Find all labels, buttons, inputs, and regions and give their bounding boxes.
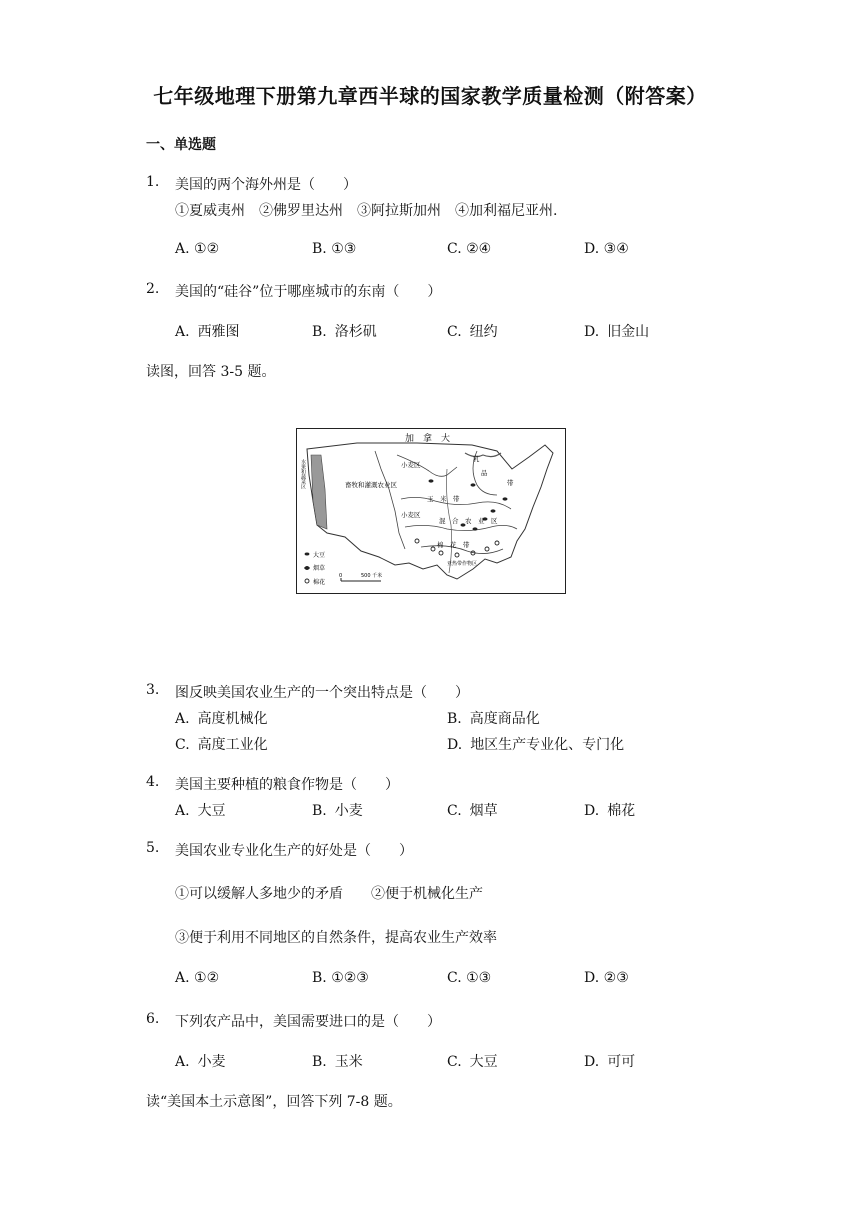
question-subtext: ①可以缓解人多地少的矛盾 ②便于机械化生产: [175, 886, 483, 902]
option-d: D. 旧金山: [584, 324, 650, 340]
section-heading: 一、单选题: [146, 137, 216, 153]
question-stem: 图反映美国农业生产的一个突出特点是（ ）: [175, 685, 469, 701]
page-title: 七年级地理下册第九章西半球的国家教学质量检测（附答案）: [153, 84, 707, 108]
reading-instruction: 读图，回答 3-5 题。: [146, 364, 276, 380]
option-b: B. 玉米: [312, 1054, 363, 1070]
option-a: A. 小麦: [175, 1054, 226, 1070]
question-number: 5.: [146, 840, 160, 856]
map-label-wheat-north: 小麦区: [401, 461, 421, 469]
map-label-cotton: 棉 花 带: [437, 541, 470, 549]
map-label-west-coast: 水果和蔬菜区: [300, 459, 306, 489]
option-c: C. 大豆: [447, 1054, 498, 1070]
option-c: C. 烟草: [447, 803, 498, 819]
option-d: D. ③④: [584, 241, 629, 257]
option-a: A. 西雅图: [175, 324, 240, 340]
option-c: C. ②④: [447, 241, 492, 257]
legend-tobacco: 烟草: [313, 565, 326, 572]
us-agriculture-map: [296, 428, 566, 594]
option-c: C. ①③: [447, 970, 492, 986]
option-d: D. 可可: [584, 1054, 636, 1070]
legend-cotton: 棉花: [313, 579, 326, 586]
option-d: D. 棉花: [584, 803, 636, 819]
option-a: A. 高度机械化: [175, 711, 268, 727]
map-label-dairy-3: 带: [507, 479, 514, 487]
question-stem: 下列农产品中，美国需要进口的是（ ）: [175, 1014, 441, 1030]
question-stem: 美国的两个海外州是（ ）: [175, 177, 357, 193]
map-label-ranch: 畜牧和灌溉农业区: [345, 481, 397, 489]
map-label-dairy-2: 品: [481, 469, 488, 477]
option-a: A. ①②: [175, 970, 220, 986]
question-subtext: ③便于利用不同地区的自然条件，提高农业生产效率: [175, 930, 497, 946]
map-label-mixed: 混 合 农 业 区: [439, 517, 498, 525]
option-a: A. ①②: [175, 241, 220, 257]
question-stem: 美国的“硅谷”位于哪座城市的东南（ ）: [175, 284, 442, 300]
option-c: C. 高度工业化: [175, 737, 268, 753]
option-c: C. 纽约: [447, 324, 498, 340]
question-number: 3.: [146, 682, 160, 698]
reading-instruction: 读“美国本土示意图”，回答下列 7-8 题。: [146, 1094, 402, 1110]
svg-text:0: 0: [339, 573, 343, 579]
map-label-corn: 玉 米 带: [427, 495, 460, 503]
legend-soybean: 大豆: [313, 552, 326, 559]
map-scale: 500 千米: [361, 573, 383, 579]
option-b: B. ①③: [312, 241, 357, 257]
option-d: D. 地区生产专业化、专门化: [447, 737, 625, 753]
question-number: 4.: [146, 774, 160, 790]
question-number: 1.: [146, 174, 160, 190]
option-a: A. 大豆: [175, 803, 226, 819]
option-b: B. ①②③: [312, 970, 369, 986]
option-b: B. 洛杉矶: [312, 324, 377, 340]
question-number: 6.: [146, 1011, 160, 1027]
option-b: B. 高度商品化: [447, 711, 540, 727]
map-label-subtropical: 亚热带作物区: [447, 561, 478, 567]
option-b: B. 小麦: [312, 803, 363, 819]
map-label-dairy-1: 乳: [473, 455, 480, 463]
question-stem: 美国农业专业化生产的好处是（ ）: [175, 843, 413, 859]
map-label-canada: 加 拿 大: [405, 434, 451, 444]
question-number: 2.: [146, 281, 160, 297]
question-stem: 美国主要种植的粮食作物是（ ）: [175, 777, 399, 793]
option-d: D. ②③: [584, 970, 629, 986]
question-subtext: ①夏威夷州 ②佛罗里达州 ③阿拉斯加州 ④加利福尼亚州.: [175, 203, 558, 219]
map-label-wheat-south: 小麦区: [401, 511, 421, 519]
